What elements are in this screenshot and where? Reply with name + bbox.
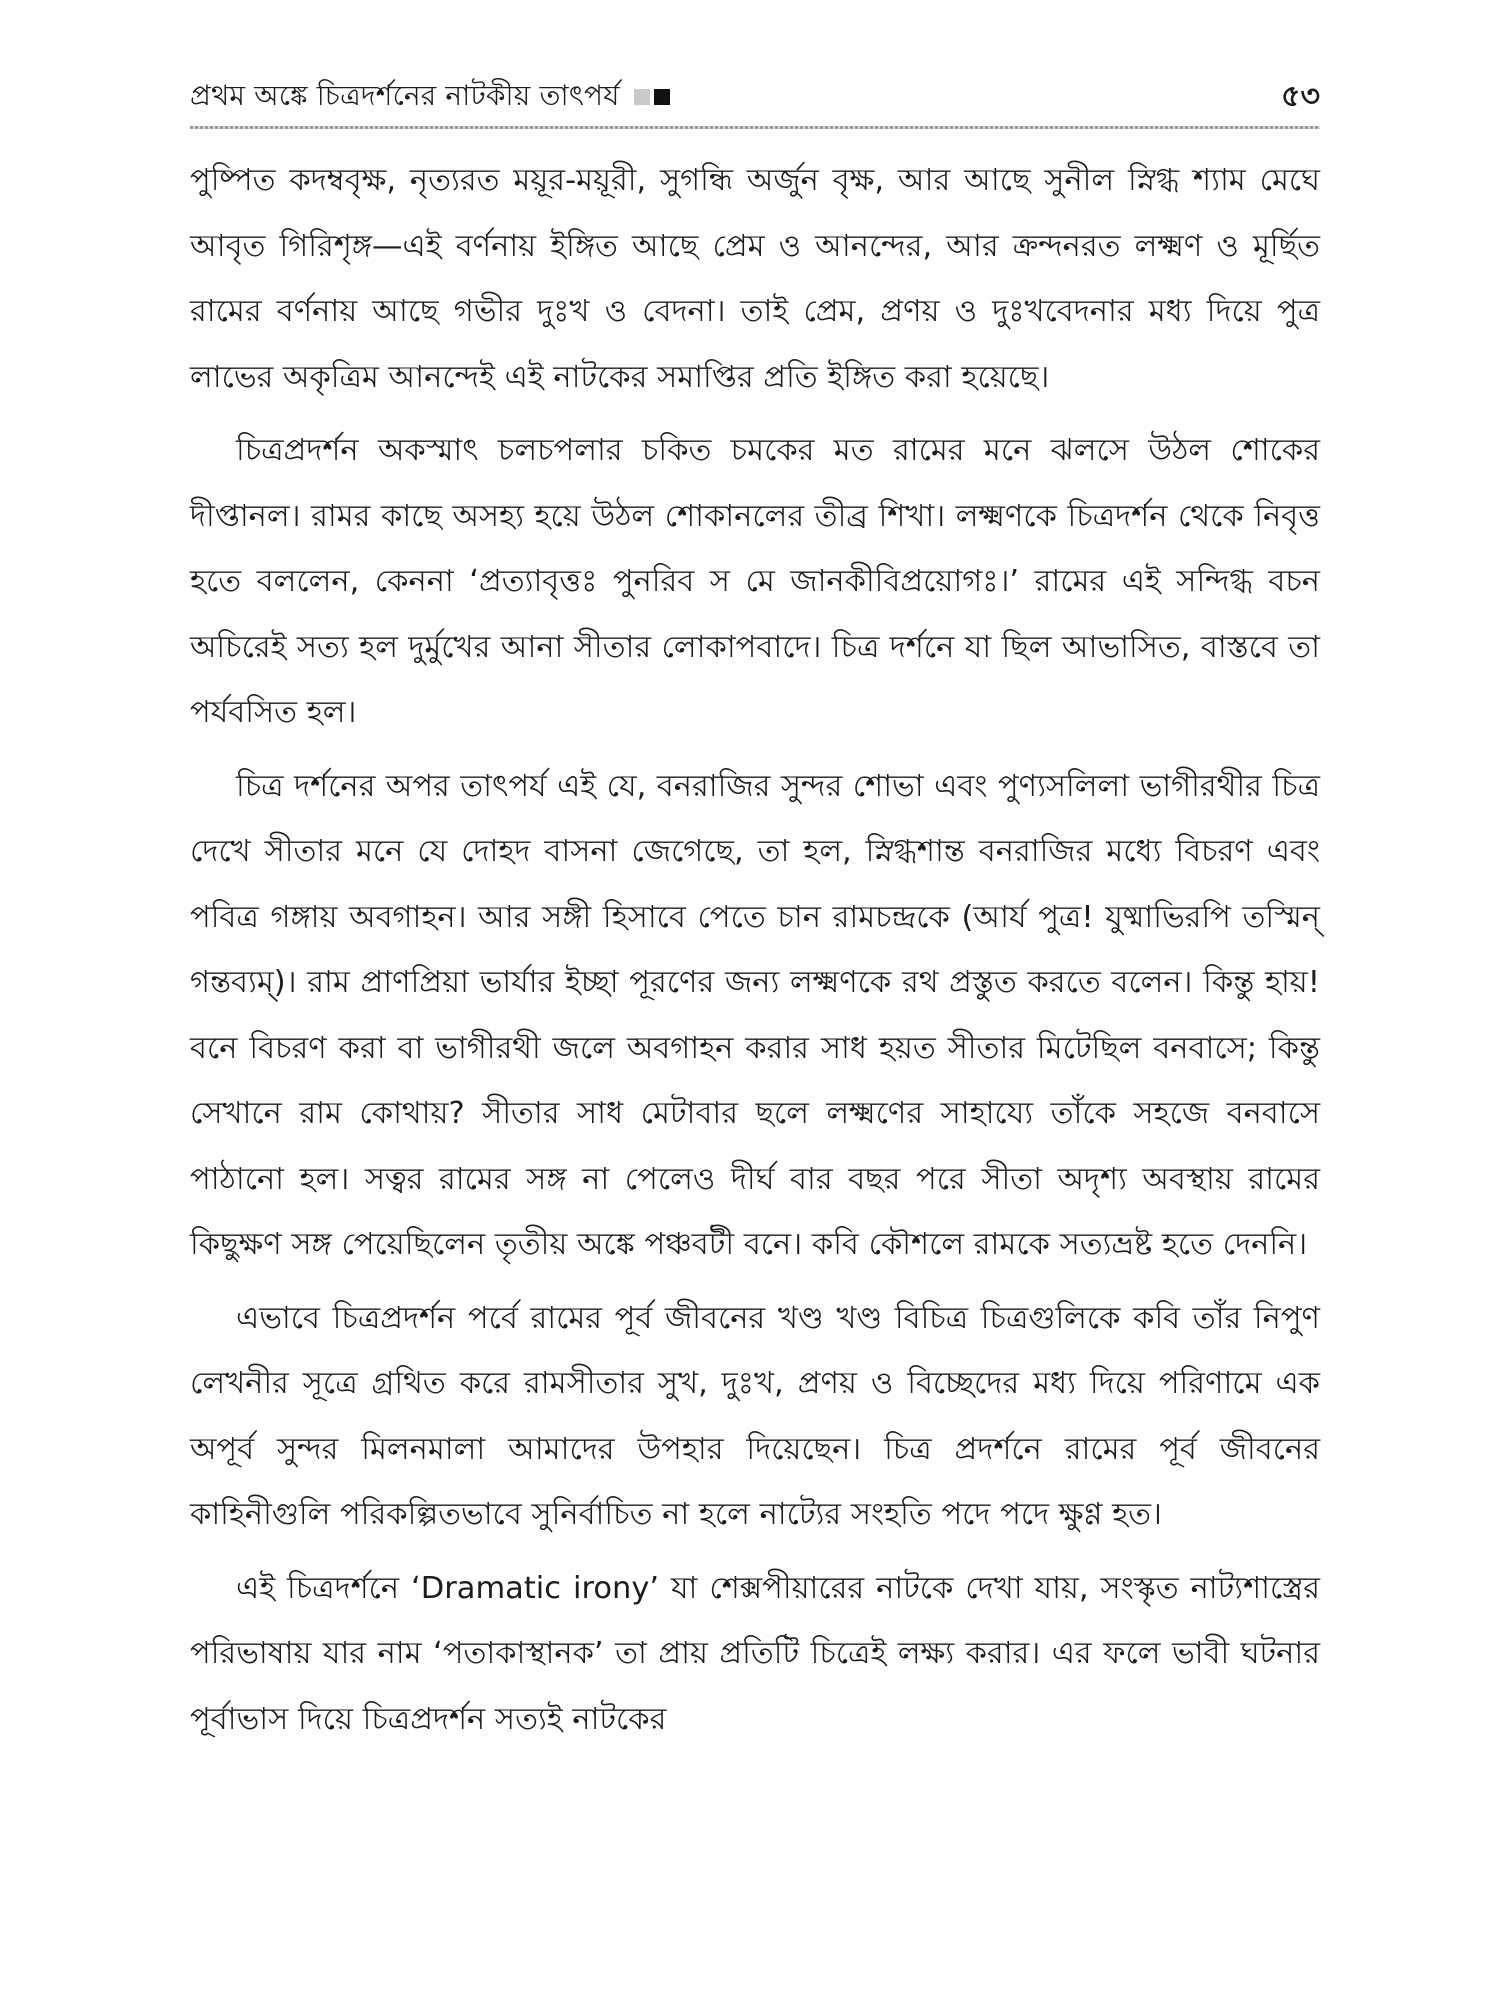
chapter-title: প্রথম অঙ্কে চিত্রদর্শনের নাটকীয় তাৎপর্য [190,78,620,112]
header-left [190,74,670,121]
running-header [190,72,1320,122]
light-square-icon [634,89,650,105]
dark-square-icon [654,89,670,105]
paragraph-5: এই চিত্রদর্শনে ‘Dramatic irony’ যা শেক্সপীয়ারের নাটকে দেখা যায়, সংস্কৃত নাট্যশাস্ত্রের পরিভাষায় যার নাম ‘পতাকাস্থানক’ তা প্রায় প্রতিটি চিত্রেই লক্ষ্য করার। এর ফলে ভাবী ঘটনার পূর্বাভাস দিয়ে চিত্রপ্রদর্শন সত্যই নাটকের [190,1570,1320,1737]
header-divider [190,126,1320,129]
paragraph-2: চিত্রপ্রদর্শন অকস্মাৎ চলচপলার চকিত চমকের মত রামের মনে ঝলসে উঠল শোকের দীপ্তানল। রামর কাছে অসহ্য হয়ে উঠল শোকানলের তীব্র শিখা। লক্ষ্মণকে চিত্রদর্শন থেকে নিবৃত্ত হতে বললেন, কেননা ‘প্রত্যাবৃত্তঃ পুনরিব স মে জানকীবিপ্রয়োগঃ।’ রামের এই সন্দিগ্ধ বচন অচিরেই সত্য হল দুর্মুখের আনা সীতার লোকাপবাদে। চিত্র দর্শনে যা ছিল আভাসিত, বাস্তবে তা পর্যবসিত হল। [190,433,1320,730]
paragraph-1: পুষ্পিত কদম্ববৃক্ষ, নৃত্যরত ময়ূর-ময়ূরী, সুগন্ধি অর্জুন বৃক্ষ, আর আছে সুনীল স্নিগ্ধ শ্যাম মেঘে আবৃত গিরিশৃঙ্গ—এই বর্ণনায় ইঙ্গিত আছে প্রেম ও আনন্দের, আর ক্রন্দনরত লক্ষ্মণ ও মূর্ছিত রামের বর্ণনায় আছে গভীর দুঃখ ও বেদনা। তাই প্রেম, প্রণয় ও দুঃখবেদনার মধ্য দিয়ে পুত্র লাভের অকৃত্রিম আনন্দেই এই নাটকের সমাপ্তির প্রতি ইঙ্গিত করা হয়েছে। [190,163,1320,395]
body-text [190,148,1320,1760]
page-number: ৫৩ [1281,78,1320,114]
paragraph-4: এভাবে চিত্রপ্রদর্শন পর্বে রামের পূর্ব জীবনের খণ্ড খণ্ড বিচিত্র চিত্রগুলিকে কবি তাঁর নিপুণ লেখনীর সূত্রে গ্রথিত করে রামসীতার সুখ, দুঃখ, প্রণয় ও বিচ্ছেদের মধ্য দিয়ে পরিণামে এক অপূর্ব সুন্দর মিলনমালা আমাদের উপহার দিয়েছেন। চিত্র প্রদর্শনে রামের পূর্ব জীবনের কাহিনীগুলি পরিকল্পিতভাবে সুনির্বাচিত না হলে নাট্যের সংহতি পদে পদে ক্ষুণ্ণ হত। [190,1300,1320,1532]
square-ornament-icon [634,89,670,105]
paragraph-3: চিত্র দর্শনের অপর তাৎপর্য এই যে, বনরাজির সুন্দর শোভা এবং পুণ্যসলিলা ভাগীরথীর চিত্র দেখে সীতার মনে যে দোহদ বাসনা জেগেছে, তা হল, স্নিগ্ধশান্ত বনরাজির মধ্যে বিচরণ এবং পবিত্র গঙ্গায় অবগাহন। আর সঙ্গী হিসাবে পেতে চান রামচন্দ্রকে (আর্য পুত্র! যুষ্মাভিরপি তস্মিন্ গন্তব্যম্)। রাম প্রাণপ্রিয়া ভার্যার ইচ্ছা পূরণের জন্য লক্ষ্মণকে রথ প্রস্তুত করতে বলেন। কিন্তু হায়! বনে বিচরণ করা বা ভাগীরথী জলে অবগাহন করার সাধ হয়ত সীতার মিটেছিল বনবাসে; কিন্তু সেখানে রাম কোথায়? সীতার সাধ মেটাবার ছলে লক্ষ্মণের সাহায্যে তাঁকে সহজে বনবাসে পাঠানো হল। সত্বর রামের সঙ্গ না পেলেও দীর্ঘ বার বছর পরে সীতা অদৃশ্য অবস্থায় রামের কিছুক্ষণ সঙ্গ পেয়েছিলেন তৃতীয় অঙ্কে পঞ্চবটী বনে। কবি কৌশলে রামকে সত্যভ্রষ্ট হতে দেননি। [190,768,1320,1262]
